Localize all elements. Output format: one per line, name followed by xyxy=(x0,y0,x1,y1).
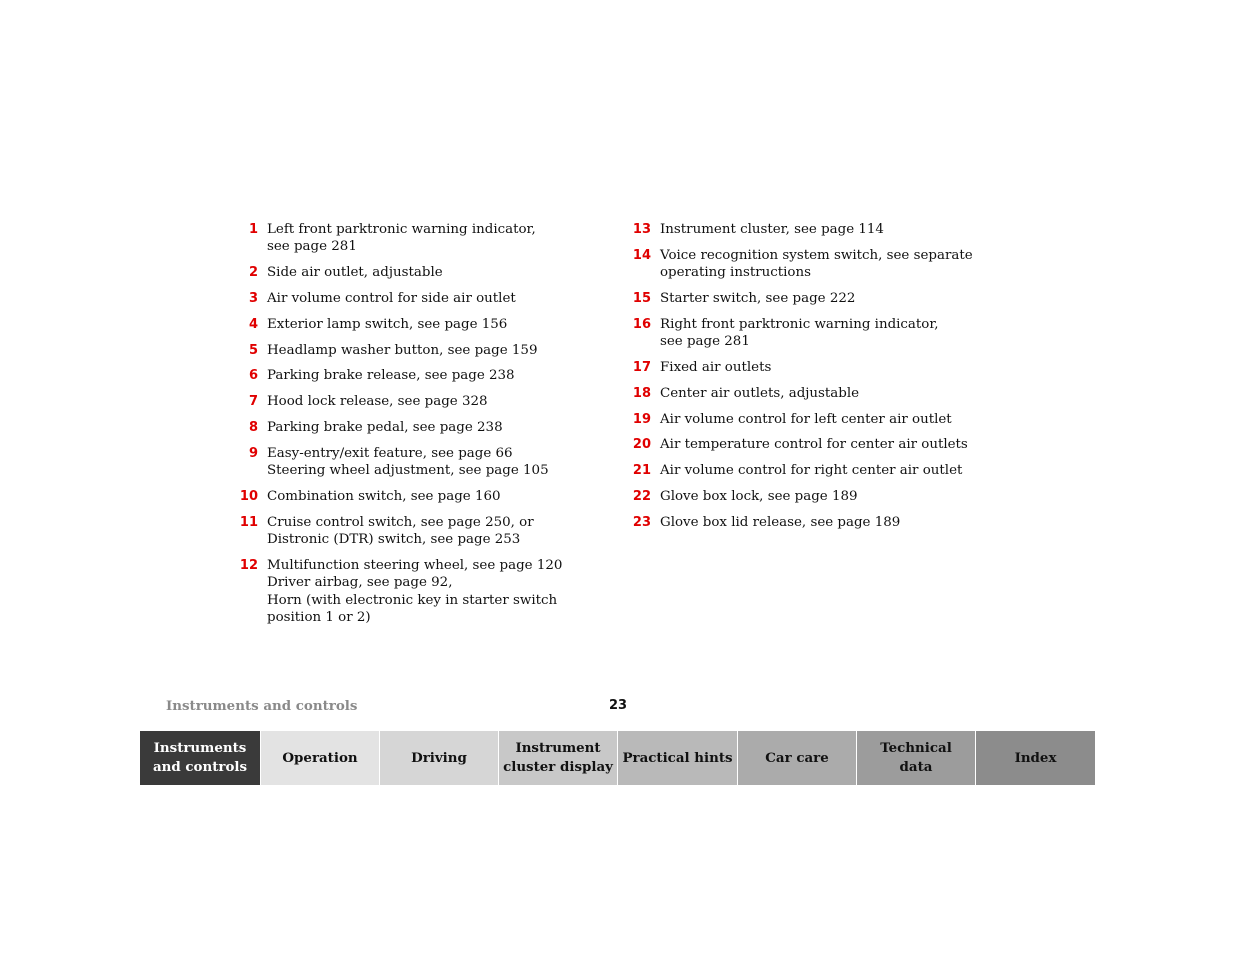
section-title: Instruments and controls xyxy=(166,698,358,714)
legend-item-text: Exterior lamp switch, see page 156 xyxy=(267,316,508,332)
tab-driving[interactable]: Driving xyxy=(379,731,498,785)
legend-item xyxy=(234,445,574,480)
legend-item-number: 23 xyxy=(632,514,651,530)
legend-item xyxy=(627,462,987,479)
legend-item-text: Glove box lock, see page 189 xyxy=(660,488,858,504)
legend-item-text: Instrument cluster, see page 114 xyxy=(660,222,884,237)
legend-item-text: Glove box lid release, see page 189 xyxy=(660,514,901,530)
legend-item-text: Side air outlet, adjustable xyxy=(267,265,443,281)
legend-item-number: 8 xyxy=(248,419,258,435)
legend-item xyxy=(627,290,987,307)
legend-item-number: 22 xyxy=(632,488,651,504)
legend-item-number: 18 xyxy=(632,385,651,401)
legend-item xyxy=(627,436,987,453)
legend-item xyxy=(234,393,574,410)
legend-item-number: 7 xyxy=(248,394,258,410)
legend-item-text: Combination switch, see page 160 xyxy=(267,488,501,504)
legend-item xyxy=(234,264,574,281)
tab-practical-hints[interactable]: Practical hints xyxy=(617,731,737,785)
tab-car-care[interactable]: Car care xyxy=(737,731,856,785)
legend-item xyxy=(234,557,574,627)
legend-item xyxy=(234,342,574,359)
legend-item xyxy=(627,411,987,428)
legend-item-text: Parking brake pedal, see page 238 xyxy=(267,419,503,435)
legend-item-text: Hood lock release, see page 328 xyxy=(267,394,488,410)
legend-item xyxy=(627,385,987,402)
legend-item xyxy=(234,367,574,384)
legend-item xyxy=(627,488,987,505)
legend-item-number: 10 xyxy=(239,488,258,504)
legend-list-right xyxy=(627,221,987,540)
legend-item-text: Multifunction steering wheel, see page 120 Driver airbag, see page 92, Horn (with electronic key in starter switch position 1 or 2) xyxy=(267,557,563,626)
legend-item xyxy=(627,316,987,351)
legend-item xyxy=(627,247,987,282)
legend-item-number: 14 xyxy=(632,247,651,263)
legend-item-number: 4 xyxy=(248,316,258,332)
legend-item-number: 16 xyxy=(632,316,651,332)
legend-item-text: Air temperature control for center air outlets xyxy=(660,437,968,453)
legend-item xyxy=(627,359,987,376)
tab-operation[interactable]: Operation xyxy=(260,731,379,785)
chapter-tab-bar xyxy=(140,731,1095,785)
legend-item-text: Parking brake release, see page 238 xyxy=(267,368,515,384)
legend-item-number: 12 xyxy=(239,557,258,573)
legend-item-text: Fixed air outlets xyxy=(660,360,772,375)
legend-item-number: 11 xyxy=(239,514,258,530)
tab-technical-data[interactable]: Technical data xyxy=(856,731,975,785)
page-number: 23 xyxy=(608,698,628,713)
legend-item xyxy=(627,514,987,531)
legend-item-number: 19 xyxy=(632,411,651,427)
legend-item-text: Center air outlets, adjustable xyxy=(660,385,860,401)
legend-item-number: 3 xyxy=(248,291,258,306)
legend-item-number: 15 xyxy=(632,291,651,306)
legend-item-text: Air volume control for side air outlet xyxy=(267,291,516,306)
legend-item-text: Easy-entry/exit feature, see page 66 Steering wheel adjustment, see page 105 xyxy=(267,445,549,479)
legend-item-number: 13 xyxy=(632,222,651,237)
legend-item-text: Right front parktronic warning indicator, see page 281 xyxy=(660,316,939,350)
tab-instruments-and-controls[interactable]: Instruments and controls xyxy=(140,731,260,785)
legend-item-text: Cruise control switch, see page 250, or Distronic (DTR) switch, see page 253 xyxy=(267,514,534,548)
legend-item-text: Air volume control for left center air outlet xyxy=(660,411,952,427)
legend-item-number: 5 xyxy=(248,342,258,358)
legend-item-text: Starter switch, see page 222 xyxy=(660,291,856,306)
legend-item xyxy=(234,316,574,333)
legend-item-text: Left front parktronic warning indicator, see page 281 xyxy=(267,222,536,255)
legend-item-number: 1 xyxy=(248,222,258,237)
legend-list-left xyxy=(234,221,574,635)
legend-item-number: 20 xyxy=(632,437,651,453)
legend-item-number: 17 xyxy=(632,360,651,375)
legend-item-number: 2 xyxy=(248,265,258,281)
legend-item xyxy=(234,419,574,436)
legend-item xyxy=(234,488,574,505)
legend-item xyxy=(234,290,574,307)
legend-item-number: 6 xyxy=(248,368,258,384)
legend-item-text: Headlamp washer button, see page 159 xyxy=(267,342,538,358)
legend-item-number: 21 xyxy=(632,463,651,479)
tab-instrument-cluster-display[interactable]: Instrument cluster display xyxy=(498,731,617,785)
tab-index[interactable]: Index xyxy=(975,731,1095,785)
legend-item-text: Air volume control for right center air outlet xyxy=(660,463,963,479)
legend-item xyxy=(234,221,574,256)
legend-item-text: Voice recognition system switch, see separate operating instructions xyxy=(660,247,973,281)
legend-item xyxy=(627,221,987,238)
legend-item xyxy=(234,514,574,549)
legend-item-number: 9 xyxy=(248,445,258,461)
